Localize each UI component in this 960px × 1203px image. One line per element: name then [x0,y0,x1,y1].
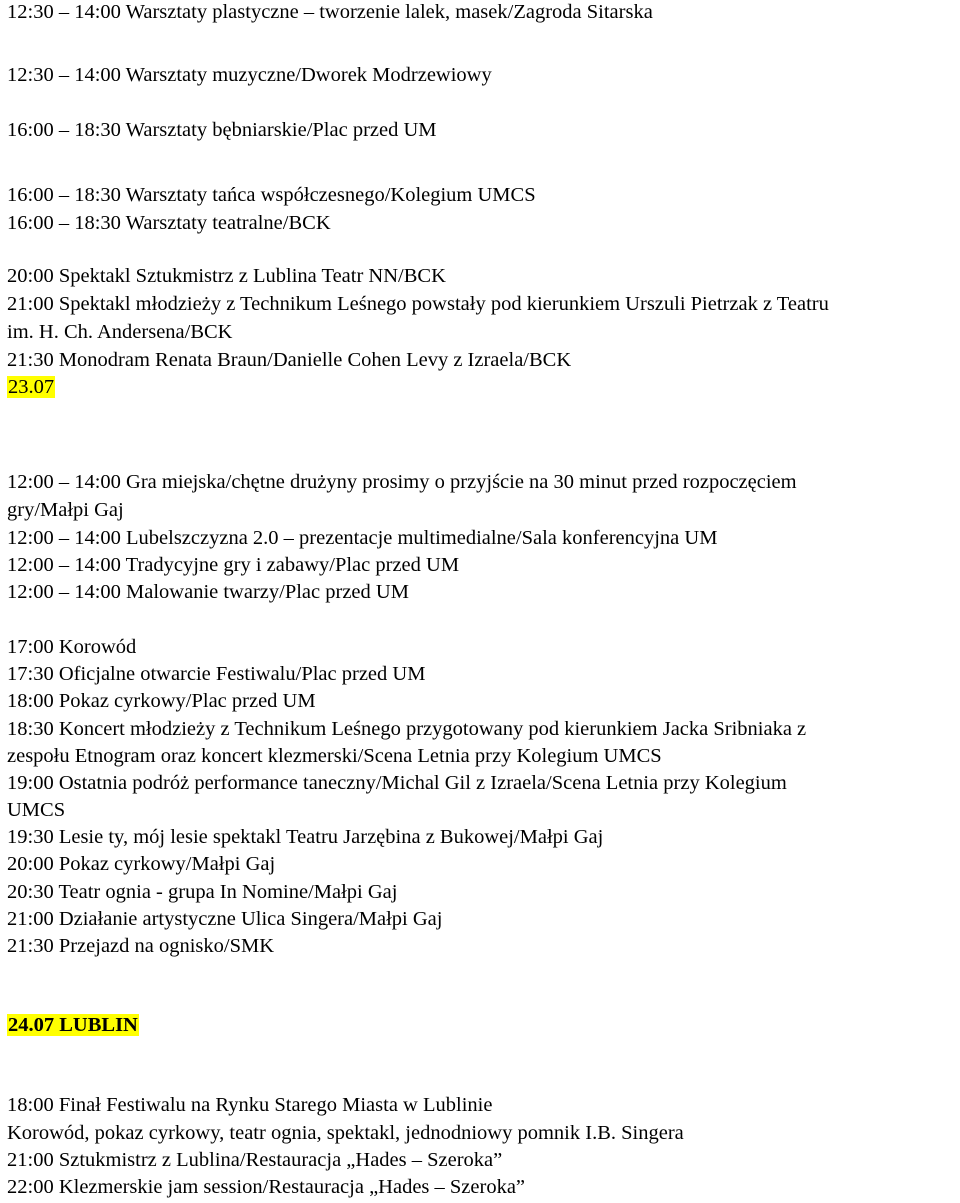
program-line: 21:00 Sztukmistrz z Lublina/Restauracja „Hades – Szeroka” [7,1149,503,1171]
program-line: 12:30 – 14:00 Warsztaty muzyczne/Dworek Modrzewiowy [7,64,492,86]
program-line: 21:00 Spektakl młodzieży z Technikum Leśnego powstały pod kierunkiem Urszuli Pietrzak z Teatru [7,293,829,315]
date-highlight: 23.07 [8,376,55,398]
program-line: im. H. Ch. Andersena/BCK [7,321,233,343]
program-line: 21:00 Działanie artystyczne Ulica Singera/Małpi Gaj [7,908,443,930]
program-line: 20:00 Pokaz cyrkowy/Małpi Gaj [7,853,276,875]
program-line: 17:30 Oficjalne otwarcie Festiwalu/Plac przed UM [7,663,426,685]
program-line: 16:00 – 18:30 Warsztaty tańca współczesnego/Kolegium UMCS [7,184,536,206]
program-line: 16:00 – 18:30 Warsztaty bębniarskie/Plac przed UM [7,119,437,141]
date-highlight: 24.07 LUBLIN [8,1014,138,1036]
program-line: zespołu Etnogram oraz koncert klezmerski/Scena Letnia przy Kolegium UMCS [7,745,662,767]
program-line: 18:00 Finał Festiwalu na Rynku Starego Miasta w Lublinie [7,1094,493,1116]
program-line: 17:00 Korowód [7,636,137,658]
program-line: 12:00 – 14:00 Gra miejska/chętne drużyny prosimy o przyjście na 30 minut przed rozpoczęciem [7,471,797,493]
program-line: 20:00 Spektakl Sztukmistrz z Lublina Teatr NN/BCK [7,265,446,287]
program-line: UMCS [7,799,66,821]
program-line: 12:30 – 14:00 Warsztaty plastyczne – tworzenie lalek, masek/Zagroda Sitarska [7,1,653,23]
program-line: 21:30 Monodram Renata Braun/Danielle Cohen Levy z Izraela/BCK [7,349,572,371]
program-line: gry/Małpi Gaj [7,499,124,521]
program-line: 19:00 Ostatnia podróż performance taneczny/Michal Gil z Izraela/Scena Letnia przy Kolegium [7,772,787,794]
program-line: 12:00 – 14:00 Tradycyjne gry i zabawy/Plac przed UM [7,554,460,576]
program-line: 12:00 – 14:00 Malowanie twarzy/Plac przed UM [7,581,409,603]
program-line: 18:00 Pokaz cyrkowy/Plac przed UM [7,690,316,712]
program-line: 20:30 Teatr ognia - grupa In Nomine/Małpi Gaj [7,881,398,903]
program-line: 22:00 Klezmerskie jam session/Restauracja „Hades – Szeroka” [7,1176,526,1198]
program-line: 19:30 Lesie ty, mój lesie spektakl Teatru Jarzębina z Bukowej/Małpi Gaj [7,826,604,848]
program-line: 21:30 Przejazd na ognisko/SMK [7,935,275,957]
date-heading-24-07 [7,1012,139,1039]
date-heading-23-07 [7,374,55,401]
program-line: 12:00 – 14:00 Lubelszczyzna 2.0 – prezentacje multimedialne/Sala konferencyjna UM [7,527,718,549]
program-line: Korowód, pokaz cyrkowy, teatr ognia, spektakl, jednodniowy pomnik I.B. Singera [7,1122,684,1144]
program-line: 18:30 Koncert młodzieży z Technikum Leśnego przygotowany pod kierunkiem Jacka Sribniaka z [7,718,807,740]
program-line: 16:00 – 18:30 Warsztaty teatralne/BCK [7,212,331,234]
